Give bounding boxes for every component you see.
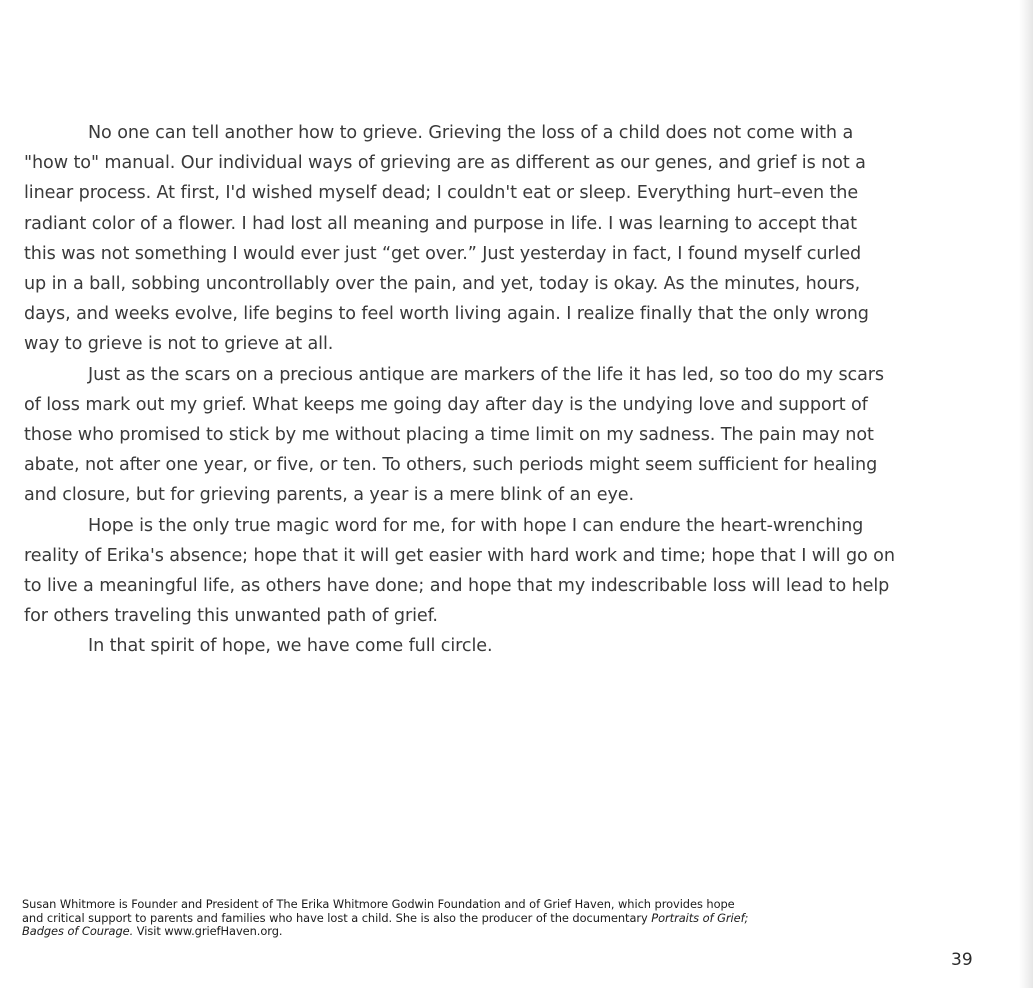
footnote-documentary-title-part-1: Portraits of Grief; [651,910,749,925]
paragraph-3-line-3: to live a meaningful life, as others have done; and hope that my indescribable loss will lead to help [24,576,890,597]
paragraph-3-line-1: Hope is the only true magic word for me, for with hope I can endure the heart-wrenching [88,515,864,536]
page-edge-shadow [1019,0,1033,988]
paragraph-3-line-2: reality of Erika's absence; hope that it will get easier with hard work and time; hope that I will go on [24,545,895,566]
footnote-line-2-text: and critical support to parents and families who have lost a child. She is also the producer of the documentary [22,910,652,925]
paragraph-4-line-1: In that spirit of hope, we have come full circle. [88,636,493,657]
paragraph-2-line-2: of loss mark out my grief. What keeps me going day after day is the undying love and support of [24,394,868,415]
paragraph-1-line-2: "how to" manual. Our individual ways of grieving are as different as our genes, and grief is not a [24,153,866,174]
paragraph-1-line-5: this was not something I would ever just “get over.” Just yesterday in fact, I found myself curled [24,243,862,264]
footnote-documentary-title-part-2: Badges of Courage. [22,924,134,939]
footnote-line-3 [22,925,957,939]
paragraph-2-line-5: and closure, but for grieving parents, a year is a mere blink of an eye. [24,485,634,506]
paragraph-1-line-8: way to grieve is not to grieve at all. [24,334,334,355]
footnote-line-1: Susan Whitmore is Founder and President of The Erika Whitmore Godwin Foundation and of Grief Haven, which provides hope [22,897,735,911]
paragraph-3-line-4: for others traveling this unwanted path of grief. [24,606,438,627]
author-bio-footnote [22,898,957,939]
paragraph-1-line-4: radiant color of a flower. I had lost all meaning and purpose in life. I was learning to accept that [24,213,857,234]
paragraph-2-line-1: Just as the scars on a precious antique are markers of the life it has led, so too do my scars [88,364,884,385]
paragraph-2-line-3: those who promised to stick by me without placing a time limit on my sadness. The pain may not [24,425,874,446]
paragraph-1-line-1: No one can tell another how to grieve. Grieving the loss of a child does not come with a [88,123,854,143]
paragraph-2-line-4: abate, not after one year, or five, or ten. To others, such periods might seem sufficient for healing [24,455,878,476]
paragraph-1-line-7: days, and weeks evolve, life begins to feel worth living again. I realize finally that the only wrong [24,304,869,325]
page-number: 39 [951,950,973,970]
footnote-line-2 [22,912,957,926]
article-body [24,118,974,662]
paragraph-1-line-3: linear process. At first, I'd wished myself dead; I couldn't eat or sleep. Everything hurt–even the [24,183,859,204]
paragraph-1-line-6: up in a ball, sobbing uncontrollably over the pain, and yet, today is okay. As the minutes, hours, [24,274,861,295]
footnote-website-text: Visit www.griefHaven.org. [133,924,283,939]
